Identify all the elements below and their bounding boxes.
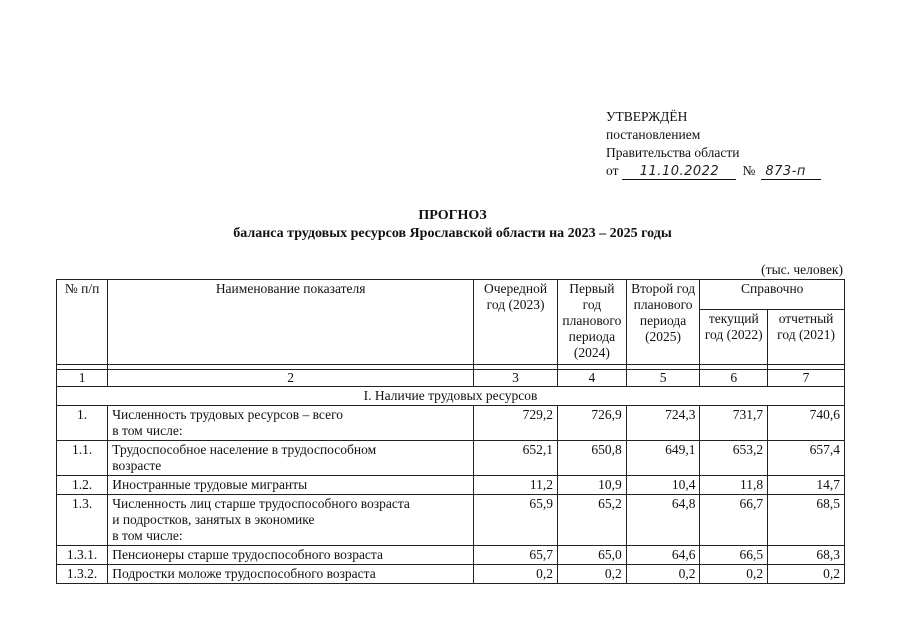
header-row [57,280,845,310]
row-number: 1.1. [57,441,108,476]
header-name: Наименование показателя [108,280,474,365]
value-2023: 65,7 [474,546,558,565]
value-2022: 0,2 [700,565,768,584]
approval-line-government: Правительства области [606,145,740,160]
header-col-2024: Первый год планового периода (2024) [558,280,627,365]
document-title: ПРОГНОЗ [418,208,487,223]
value-2021: 657,4 [768,441,845,476]
header-num: № п/п [57,280,108,365]
row-name: Подростки моложе трудоспособного возраста [108,565,474,584]
header-col-2022: текущий год (2022) [700,309,768,364]
header-reference-group: Справочно [700,280,845,310]
value-2023: 65,9 [474,495,558,546]
header-col-2023: Очередной год (2023) [474,280,558,365]
value-2021: 14,7 [768,476,845,495]
value-2024: 10,9 [558,476,627,495]
row-number: 1.3.1. [57,546,108,565]
value-2022: 731,7 [700,406,768,441]
value-2024: 65,0 [558,546,627,565]
column-number: 5 [626,370,700,387]
value-2022: 66,5 [700,546,768,565]
number-label: № [742,163,756,178]
table-row [57,476,845,495]
column-number: 7 [768,370,845,387]
column-number-row [57,370,845,387]
row-number: 1.2. [57,476,108,495]
row-number: 1.3. [57,495,108,546]
forecast-table [56,279,845,584]
row-name: Численность трудовых ресурсов – всего в том числе: [108,406,474,441]
table-row [57,441,845,476]
column-number: 6 [700,370,768,387]
column-number: 4 [558,370,627,387]
value-2025: 724,3 [626,406,700,441]
value-2021: 740,6 [768,406,845,441]
value-2024: 65,2 [558,495,627,546]
value-2024: 0,2 [558,565,627,584]
section-heading: I. Наличие трудовых ресурсов [57,387,845,406]
table-row [57,546,845,565]
row-name: Численность лиц старше трудоспособного возраста и подростков, занятых в экономике в том числе: [108,495,474,546]
value-2025: 64,8 [626,495,700,546]
row-number: 1. [57,406,108,441]
value-2022: 66,7 [700,495,768,546]
value-2023: 11,2 [474,476,558,495]
column-number: 3 [474,370,558,387]
handwritten-number: 873-п [761,164,821,180]
approval-heading: УТВЕРЖДЁН [606,109,688,124]
column-number: 1 [57,370,108,387]
row-name: Иностранные трудовые мигранты [108,476,474,495]
value-2025: 10,4 [626,476,700,495]
section-row [57,387,845,406]
value-2021: 68,3 [768,546,845,565]
approval-line-resolution: постановлением [606,127,701,142]
table-row [57,406,845,441]
value-2024: 650,8 [558,441,627,476]
value-2022: 653,2 [700,441,768,476]
row-number: 1.3.2. [57,565,108,584]
value-2023: 652,1 [474,441,558,476]
units-note: (тыс. человек) [761,262,843,277]
document-subtitle: баланса трудовых ресурсов Ярославской области на 2023 – 2025 годы [233,226,672,241]
row-name: Пенсионеры старше трудоспособного возраста [108,546,474,565]
value-2025: 0,2 [626,565,700,584]
table-row [57,565,845,584]
approval-block [606,108,821,180]
value-2021: 68,5 [768,495,845,546]
from-label: от [606,163,619,178]
column-number: 2 [108,370,474,387]
header-col-2021: отчетный год (2021) [768,309,845,364]
table-row [57,495,845,546]
value-2025: 64,6 [626,546,700,565]
value-2023: 0,2 [474,565,558,584]
value-2021: 0,2 [768,565,845,584]
row-name: Трудоспособное население в трудоспособном возрасте [108,441,474,476]
header-col-2025: Второй год планового периода (2025) [626,280,700,365]
value-2025: 649,1 [626,441,700,476]
approval-date-number-row [606,162,821,180]
value-2023: 729,2 [474,406,558,441]
value-2024: 726,9 [558,406,627,441]
value-2022: 11,8 [700,476,768,495]
handwritten-date: 11.10.2022 [622,164,736,180]
